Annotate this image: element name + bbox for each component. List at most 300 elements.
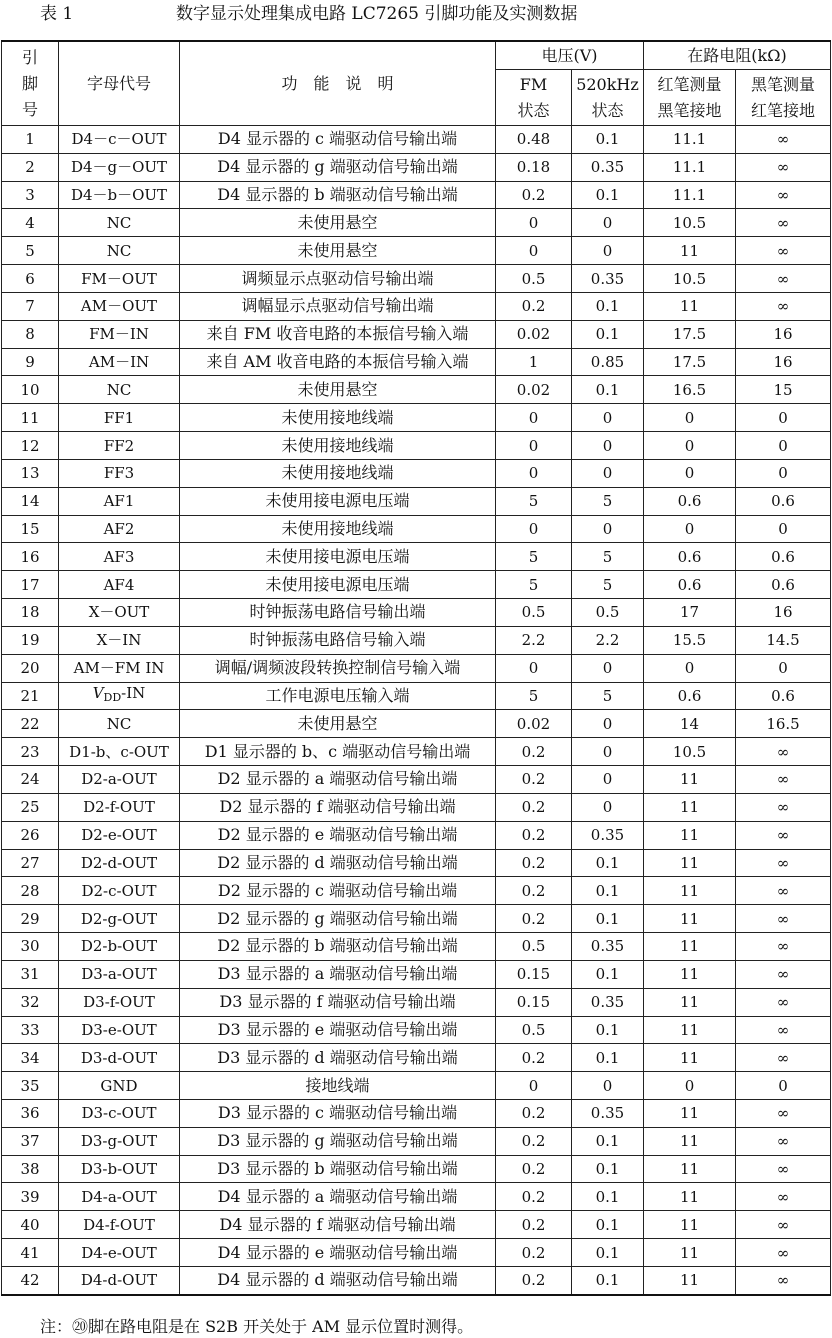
voltage-fm: 0.02 xyxy=(496,376,572,404)
table-row xyxy=(2,376,831,404)
voltage-520khz: 0.1 xyxy=(572,1155,644,1183)
function-description: D4 显示器的 e 端驱动信号输出端 xyxy=(180,1239,496,1267)
function-description: 来自 FM 收音电路的本振信号输入端 xyxy=(180,320,496,348)
resistance-red-probe: 11 xyxy=(644,793,736,821)
resistance-black-probe: ∞ xyxy=(736,181,831,209)
function-description: D3 显示器的 f 端驱动信号输出端 xyxy=(180,988,496,1016)
function-description: 未使用接地线端 xyxy=(180,459,496,487)
resistance-red-probe: 11 xyxy=(644,849,736,877)
letter-code: D3-d-OUT xyxy=(59,1044,180,1072)
pin-number: 8 xyxy=(2,320,59,348)
letter-code: $V_{DD}-IN$ xyxy=(59,682,180,710)
letter-code: D2-a-OUT xyxy=(59,766,180,794)
function-description: 调频显示点驱动信号输出端 xyxy=(180,265,496,293)
table-row xyxy=(2,1044,831,1072)
resistance-black-probe: 0 xyxy=(736,654,831,682)
voltage-520khz: 0.35 xyxy=(572,265,644,293)
voltage-520khz: 0.1 xyxy=(572,1183,644,1211)
table-row xyxy=(2,710,831,738)
resistance-black-probe: ∞ xyxy=(736,933,831,961)
voltage-fm: 1 xyxy=(496,348,572,376)
resistance-black-probe: ∞ xyxy=(736,877,831,905)
resistance-red-probe: 0.6 xyxy=(644,543,736,571)
letter-code: D3-f-OUT xyxy=(59,988,180,1016)
resistance-black-probe: ∞ xyxy=(736,237,831,265)
resistance-red-probe: 11 xyxy=(644,1266,736,1294)
table-number: 表 1 xyxy=(40,4,74,24)
table-row xyxy=(2,682,831,710)
table-row xyxy=(2,237,831,265)
table-row xyxy=(2,181,831,209)
letter-code: NC xyxy=(59,376,180,404)
resistance-red-probe: 11 xyxy=(644,821,736,849)
letter-code: D3-e-OUT xyxy=(59,1016,180,1044)
voltage-520khz: 0.35 xyxy=(572,821,644,849)
pin-number: 21 xyxy=(2,682,59,710)
voltage-520khz: 0.35 xyxy=(572,1099,644,1127)
table-row xyxy=(2,793,831,821)
letter-code: AM－OUT xyxy=(59,292,180,320)
pin-number: 23 xyxy=(2,738,59,766)
resistance-black-probe: ∞ xyxy=(736,1044,831,1072)
table-row xyxy=(2,1155,831,1183)
voltage-fm: 0.2 xyxy=(496,821,572,849)
resistance-black-probe: 16.5 xyxy=(736,710,831,738)
voltage-520khz: 0.1 xyxy=(572,1211,644,1239)
resistance-red-probe: 11 xyxy=(644,1016,736,1044)
voltage-fm: 0 xyxy=(496,404,572,432)
letter-code: D3-g-OUT xyxy=(59,1127,180,1155)
table-title: 数字显示处理集成电路 LC7265 引脚功能及实测数据 xyxy=(176,4,578,24)
function-description: 时钟振荡电路信号输出端 xyxy=(180,599,496,627)
voltage-520khz: 5 xyxy=(572,682,644,710)
resistance-black-probe: ∞ xyxy=(736,209,831,237)
resistance-red-probe: 17 xyxy=(644,599,736,627)
function-description: D3 显示器的 a 端驱动信号输出端 xyxy=(180,960,496,988)
function-description: 未使用接电源电压端 xyxy=(180,571,496,599)
table-row xyxy=(2,126,831,154)
function-description: 未使用悬空 xyxy=(180,376,496,404)
voltage-520khz: 0.5 xyxy=(572,599,644,627)
voltage-fm: 0.5 xyxy=(496,599,572,627)
table-caption xyxy=(0,0,832,30)
letter-code: D2-g-OUT xyxy=(59,905,180,933)
resistance-red-probe: 11 xyxy=(644,1127,736,1155)
function-description: 时钟振荡电路信号输入端 xyxy=(180,626,496,654)
pin-number: 2 xyxy=(2,153,59,181)
resistance-red-probe: 11 xyxy=(644,933,736,961)
resistance-black-probe: 16 xyxy=(736,320,831,348)
resistance-black-probe: 0 xyxy=(736,459,831,487)
resistance-black-probe: ∞ xyxy=(736,766,831,794)
voltage-fm: 0.2 xyxy=(496,766,572,794)
resistance-red-probe: 17.5 xyxy=(644,320,736,348)
table-row xyxy=(2,1239,831,1267)
voltage-520khz: 0 xyxy=(572,710,644,738)
table-row xyxy=(2,487,831,515)
voltage-520khz: 0.1 xyxy=(572,849,644,877)
table-row xyxy=(2,320,831,348)
voltage-520khz: 0 xyxy=(572,237,644,265)
resistance-black-probe: 14.5 xyxy=(736,626,831,654)
letter-code: D4-e-OUT xyxy=(59,1239,180,1267)
function-description: D3 显示器的 c 端驱动信号输出端 xyxy=(180,1099,496,1127)
pin-number: 34 xyxy=(2,1044,59,1072)
voltage-fm: 0.2 xyxy=(496,1239,572,1267)
letter-code: D2-c-OUT xyxy=(59,877,180,905)
voltage-fm: 5 xyxy=(496,487,572,515)
pin-number: 38 xyxy=(2,1155,59,1183)
header-black-probe: 黑笔测量 红笔接地 xyxy=(736,70,831,126)
table-row xyxy=(2,209,831,237)
table-footnote: 注：⑳脚在路电阻是在 S2B 开关处于 AM 显示位置时测得。 xyxy=(40,1317,474,1336)
voltage-fm: 0 xyxy=(496,432,572,460)
resistance-black-probe: ∞ xyxy=(736,905,831,933)
resistance-red-probe: 10.5 xyxy=(644,209,736,237)
pin-number: 15 xyxy=(2,515,59,543)
resistance-black-probe: 16 xyxy=(736,599,831,627)
table-row xyxy=(2,1266,831,1294)
table-row xyxy=(2,543,831,571)
letter-code: AF2 xyxy=(59,515,180,543)
voltage-520khz: 0.1 xyxy=(572,1239,644,1267)
table-row xyxy=(2,626,831,654)
function-description: 未使用接电源电压端 xyxy=(180,487,496,515)
resistance-red-probe: 11 xyxy=(644,905,736,933)
pin-number: 22 xyxy=(2,710,59,738)
function-description: 未使用接地线端 xyxy=(180,404,496,432)
letter-code: D3-a-OUT xyxy=(59,960,180,988)
voltage-fm: 5 xyxy=(496,543,572,571)
resistance-black-probe: ∞ xyxy=(736,821,831,849)
table-row xyxy=(2,1099,831,1127)
resistance-black-probe: ∞ xyxy=(736,960,831,988)
resistance-red-probe: 11 xyxy=(644,877,736,905)
resistance-black-probe: ∞ xyxy=(736,1239,831,1267)
table-row xyxy=(2,1183,831,1211)
pin-number: 27 xyxy=(2,849,59,877)
function-description: D3 显示器的 e 端驱动信号输出端 xyxy=(180,1016,496,1044)
voltage-520khz: 0.1 xyxy=(572,960,644,988)
pin-number: 4 xyxy=(2,209,59,237)
voltage-520khz: 0 xyxy=(572,738,644,766)
voltage-520khz: 0 xyxy=(572,654,644,682)
voltage-520khz: 0 xyxy=(572,209,644,237)
voltage-520khz: 5 xyxy=(572,571,644,599)
letter-code: D4－g－OUT xyxy=(59,153,180,181)
table-row xyxy=(2,153,831,181)
function-description: 工作电源电压输入端 xyxy=(180,682,496,710)
pin-number: 37 xyxy=(2,1127,59,1155)
voltage-520khz: 0.1 xyxy=(572,320,644,348)
voltage-fm: 0.15 xyxy=(496,988,572,1016)
table-row xyxy=(2,1127,831,1155)
voltage-520khz: 5 xyxy=(572,543,644,571)
voltage-fm: 0.2 xyxy=(496,1099,572,1127)
pin-number: 3 xyxy=(2,181,59,209)
letter-code: X－IN xyxy=(59,626,180,654)
pin-number: 9 xyxy=(2,348,59,376)
resistance-red-probe: 11 xyxy=(644,1099,736,1127)
resistance-black-probe: ∞ xyxy=(736,1127,831,1155)
voltage-fm: 0.2 xyxy=(496,1211,572,1239)
resistance-red-probe: 10.5 xyxy=(644,265,736,293)
letter-code: NC xyxy=(59,710,180,738)
letter-code: GND xyxy=(59,1072,180,1100)
voltage-fm: 0.5 xyxy=(496,933,572,961)
pin-number: 17 xyxy=(2,571,59,599)
resistance-red-probe: 0 xyxy=(644,432,736,460)
table-row xyxy=(2,515,831,543)
pin-number: 40 xyxy=(2,1211,59,1239)
letter-code: FM－IN xyxy=(59,320,180,348)
voltage-fm: 2.2 xyxy=(496,626,572,654)
resistance-black-probe: 0.6 xyxy=(736,682,831,710)
voltage-fm: 5 xyxy=(496,682,572,710)
voltage-fm: 0.02 xyxy=(496,710,572,738)
resistance-red-probe: 17.5 xyxy=(644,348,736,376)
letter-code: D4-d-OUT xyxy=(59,1266,180,1294)
table-row xyxy=(2,849,831,877)
letter-code: NC xyxy=(59,209,180,237)
resistance-red-probe: 14 xyxy=(644,710,736,738)
voltage-520khz: 0.1 xyxy=(572,1266,644,1294)
letter-code: AF1 xyxy=(59,487,180,515)
voltage-fm: 0.18 xyxy=(496,153,572,181)
resistance-red-probe: 0.6 xyxy=(644,682,736,710)
voltage-520khz: 0.1 xyxy=(572,1016,644,1044)
table-body xyxy=(2,126,831,1295)
header-voltage-group: 电压(V) xyxy=(496,41,644,70)
letter-code: AF4 xyxy=(59,571,180,599)
resistance-red-probe: 11 xyxy=(644,988,736,1016)
pin-number: 16 xyxy=(2,543,59,571)
resistance-black-probe: ∞ xyxy=(736,793,831,821)
function-description: 未使用接地线端 xyxy=(180,515,496,543)
table-row xyxy=(2,459,831,487)
resistance-black-probe: ∞ xyxy=(736,738,831,766)
table-row xyxy=(2,265,831,293)
resistance-red-probe: 11 xyxy=(644,1155,736,1183)
letter-code: D4-a-OUT xyxy=(59,1183,180,1211)
letter-code: D2-e-OUT xyxy=(59,821,180,849)
letter-code: FF2 xyxy=(59,432,180,460)
letter-code: D3-c-OUT xyxy=(59,1099,180,1127)
pin-number: 28 xyxy=(2,877,59,905)
pin-number: 13 xyxy=(2,459,59,487)
voltage-fm: 0.2 xyxy=(496,1127,572,1155)
pin-number: 14 xyxy=(2,487,59,515)
voltage-520khz: 0.1 xyxy=(572,877,644,905)
resistance-black-probe: 16 xyxy=(736,348,831,376)
function-description: D4 显示器的 b 端驱动信号输出端 xyxy=(180,181,496,209)
function-description: D2 显示器的 b 端驱动信号输出端 xyxy=(180,933,496,961)
pin-number: 26 xyxy=(2,821,59,849)
letter-code: D1-b、c-OUT xyxy=(59,738,180,766)
header-pin-no xyxy=(2,41,59,126)
voltage-fm: 0.2 xyxy=(496,905,572,933)
resistance-black-probe: ∞ xyxy=(736,265,831,293)
table-row xyxy=(2,292,831,320)
resistance-red-probe: 0 xyxy=(644,515,736,543)
letter-code: AF3 xyxy=(59,543,180,571)
table-row xyxy=(2,1016,831,1044)
resistance-black-probe: 0 xyxy=(736,404,831,432)
pin-number: 39 xyxy=(2,1183,59,1211)
header-function: 功 能 说 明 xyxy=(180,41,496,126)
function-description: 来自 AM 收音电路的本振信号输入端 xyxy=(180,348,496,376)
voltage-520khz: 0 xyxy=(572,459,644,487)
resistance-black-probe: ∞ xyxy=(736,126,831,154)
function-description: D4 显示器的 c 端驱动信号输出端 xyxy=(180,126,496,154)
letter-code: AM－IN xyxy=(59,348,180,376)
function-description: D4 显示器的 f 端驱动信号输出端 xyxy=(180,1211,496,1239)
pin-number: 35 xyxy=(2,1072,59,1100)
table-row xyxy=(2,960,831,988)
voltage-fm: 0.2 xyxy=(496,793,572,821)
table-row xyxy=(2,877,831,905)
function-description: D3 显示器的 d 端驱动信号输出端 xyxy=(180,1044,496,1072)
resistance-black-probe: 0 xyxy=(736,432,831,460)
voltage-520khz: 0.35 xyxy=(572,933,644,961)
voltage-fm: 0 xyxy=(496,209,572,237)
resistance-black-probe: ∞ xyxy=(736,1183,831,1211)
voltage-520khz: 0.85 xyxy=(572,348,644,376)
voltage-520khz: 0 xyxy=(572,793,644,821)
letter-code: X－OUT xyxy=(59,599,180,627)
resistance-red-probe: 11 xyxy=(644,1211,736,1239)
voltage-fm: 0.2 xyxy=(496,877,572,905)
resistance-red-probe: 0 xyxy=(644,654,736,682)
resistance-black-probe: ∞ xyxy=(736,988,831,1016)
pin-number: 11 xyxy=(2,404,59,432)
pin-number: 7 xyxy=(2,292,59,320)
resistance-black-probe: ∞ xyxy=(736,1099,831,1127)
voltage-520khz: 0.1 xyxy=(572,1127,644,1155)
resistance-black-probe: ∞ xyxy=(736,153,831,181)
letter-code: D2-f-OUT xyxy=(59,793,180,821)
header-fm-state: FM 状态 xyxy=(496,70,572,126)
function-description: D3 显示器的 b 端驱动信号输出端 xyxy=(180,1155,496,1183)
resistance-red-probe: 11 xyxy=(644,1044,736,1072)
voltage-fm: 0.48 xyxy=(496,126,572,154)
resistance-red-probe: 11 xyxy=(644,237,736,265)
table-row xyxy=(2,821,831,849)
voltage-520khz: 2.2 xyxy=(572,626,644,654)
function-description: D2 显示器的 g 端驱动信号输出端 xyxy=(180,905,496,933)
resistance-red-probe: 10.5 xyxy=(644,738,736,766)
pin-number: 20 xyxy=(2,654,59,682)
resistance-black-probe: ∞ xyxy=(736,1016,831,1044)
table-row xyxy=(2,432,831,460)
pin-number: 12 xyxy=(2,432,59,460)
resistance-red-probe: 0 xyxy=(644,1072,736,1100)
voltage-520khz: 0 xyxy=(572,515,644,543)
voltage-520khz: 0.1 xyxy=(572,905,644,933)
resistance-red-probe: 0 xyxy=(644,404,736,432)
letter-code: D2-d-OUT xyxy=(59,849,180,877)
pin-number: 6 xyxy=(2,265,59,293)
table-row xyxy=(2,933,831,961)
resistance-black-probe: 0.6 xyxy=(736,571,831,599)
voltage-fm: 0 xyxy=(496,654,572,682)
function-description: 未使用悬空 xyxy=(180,237,496,265)
voltage-fm: 0.15 xyxy=(496,960,572,988)
pin-number: 30 xyxy=(2,933,59,961)
resistance-red-probe: 16.5 xyxy=(644,376,736,404)
resistance-red-probe: 11 xyxy=(644,1183,736,1211)
letter-code: D4－c－OUT xyxy=(59,126,180,154)
letter-code: FF1 xyxy=(59,404,180,432)
function-description: D4 显示器的 g 端驱动信号输出端 xyxy=(180,153,496,181)
resistance-red-probe: 11 xyxy=(644,766,736,794)
function-description: D2 显示器的 d 端驱动信号输出端 xyxy=(180,849,496,877)
resistance-red-probe: 11 xyxy=(644,960,736,988)
voltage-520khz: 0.1 xyxy=(572,292,644,320)
pin-number: 32 xyxy=(2,988,59,1016)
voltage-520khz: 0.1 xyxy=(572,126,644,154)
function-description: 调幅显示点驱动信号输出端 xyxy=(180,292,496,320)
resistance-red-probe: 11.1 xyxy=(644,153,736,181)
voltage-520khz: 0.35 xyxy=(572,153,644,181)
voltage-520khz: 0 xyxy=(572,1072,644,1100)
letter-code: FF3 xyxy=(59,459,180,487)
header-520khz-state: 520kHz 状态 xyxy=(572,70,644,126)
resistance-red-probe: 15.5 xyxy=(644,626,736,654)
voltage-fm: 0.5 xyxy=(496,1016,572,1044)
letter-code: D4－b－OUT xyxy=(59,181,180,209)
voltage-fm: 0 xyxy=(496,1072,572,1100)
header-letter-code: 字母代号 xyxy=(59,41,180,126)
resistance-red-probe: 11 xyxy=(644,292,736,320)
function-description: 调幅/调频波段转换控制信号输入端 xyxy=(180,654,496,682)
voltage-fm: 0.2 xyxy=(496,1155,572,1183)
pin-number: 33 xyxy=(2,1016,59,1044)
resistance-black-probe: ∞ xyxy=(736,292,831,320)
voltage-fm: 0.02 xyxy=(496,320,572,348)
letter-code: FM－OUT xyxy=(59,265,180,293)
table-row xyxy=(2,404,831,432)
function-description: D1 显示器的 b、c 端驱动信号输出端 xyxy=(180,738,496,766)
resistance-red-probe: 11 xyxy=(644,1239,736,1267)
resistance-red-probe: 0.6 xyxy=(644,487,736,515)
voltage-fm: 5 xyxy=(496,571,572,599)
letter-code: D4-f-OUT xyxy=(59,1211,180,1239)
voltage-fm: 0.2 xyxy=(496,849,572,877)
resistance-black-probe: ∞ xyxy=(736,1211,831,1239)
voltage-fm: 0 xyxy=(496,515,572,543)
pin-number: 36 xyxy=(2,1099,59,1127)
voltage-fm: 0.2 xyxy=(496,1266,572,1294)
voltage-520khz: 0.35 xyxy=(572,988,644,1016)
table-row xyxy=(2,1211,831,1239)
resistance-black-probe: 0.6 xyxy=(736,543,831,571)
pin-number: 42 xyxy=(2,1266,59,1294)
pin-number: 29 xyxy=(2,905,59,933)
pin-number: 31 xyxy=(2,960,59,988)
resistance-black-probe: ∞ xyxy=(736,1155,831,1183)
function-description: D2 显示器的 e 端驱动信号输出端 xyxy=(180,821,496,849)
voltage-fm: 0.2 xyxy=(496,1183,572,1211)
voltage-520khz: 5 xyxy=(572,487,644,515)
voltage-520khz: 0.1 xyxy=(572,376,644,404)
header-pin-no-text: 引 脚 号 xyxy=(21,47,38,119)
pin-number: 25 xyxy=(2,793,59,821)
voltage-fm: 0 xyxy=(496,459,572,487)
resistance-red-probe: 0 xyxy=(644,459,736,487)
voltage-520khz: 0 xyxy=(572,432,644,460)
table-row xyxy=(2,571,831,599)
